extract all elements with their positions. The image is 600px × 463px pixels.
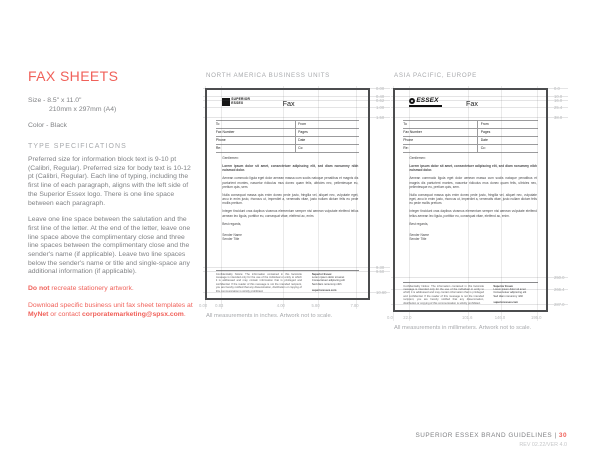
- field-label: Date: [295, 137, 360, 144]
- fax-field-table: [403, 120, 537, 153]
- ap-fax-column: [387, 72, 565, 331]
- footer-disclaimer: Confidentiality Notice: The information contained in this facsimile message is intended only for the use of the individual or entity to which it is addressed and may contain information that is privileged and confidential. If the reader of this message is not the intended recipient, you are hereby notified that any dissemination, distribution or copying of this communication is strictly prohibited.: [215, 272, 302, 293]
- body-paragraph: Nulla consequat massa quis enim donec pede justo, fringilla vel, aliquet nec, vulputate eget, arcu in enim justo, rhoncus ut, imperdiet a, venenatis vitae, justo nullam dictum felis eu pede mollis pretium.: [409, 192, 537, 206]
- body-paragraph: Nulla consequat massa quis enim donec pede justo, fringilla vel, aliquet nec, vulputate eget, arcu in enim justo, rhoncus ut, imperdiet a, venenatis vitae, justo nullam dictum felis eu pede mollis pretium.: [222, 192, 359, 206]
- address-heading: Superior Essex: [311, 272, 332, 276]
- page-title: FAX SHEETS: [28, 68, 119, 84]
- address-line: Lorem ipsum dolor sit amet: [311, 275, 345, 279]
- field-label: Date: [477, 137, 537, 144]
- footer-website: superioressex.com: [311, 288, 337, 292]
- fax-field-row: [216, 137, 359, 145]
- warning-text: [28, 285, 195, 294]
- fax-field-table: [216, 120, 359, 153]
- download-pre: Download specific business unit fax sheet templates at: [28, 301, 193, 309]
- field-label: From: [477, 121, 537, 128]
- ruler-label: 287.0: [554, 302, 565, 308]
- superior-essex-logo-mark-icon: [222, 98, 230, 106]
- address-heading: Superior Essex: [493, 284, 513, 288]
- ruler-label: 1.00: [376, 105, 385, 111]
- field-label: To: [215, 122, 220, 127]
- salutation: Gentlemen:: [222, 156, 239, 160]
- lead-line: Lorem ipsum dolor sit amet, consectetuer adipiscing elit, sed diam nonummy nibh euismod dolor.: [409, 164, 537, 173]
- field-label: Phone: [215, 138, 226, 143]
- ruler-label: 38.0: [554, 114, 563, 120]
- left-panel: [28, 68, 195, 327]
- fax-title-label: Fax: [282, 99, 295, 108]
- footer-disclaimer: Confidentiality Notice: The information contained in this facsimile message is intended only for the use of the individual or entity to which it is addressed and may contain information that is privileged and confidential. If the reader of this message is not the intended recipient, you are hereby notified that any dissemination, distribution or copying of this communication is strictly prohibited.: [403, 284, 484, 305]
- field-label: Fax Number: [215, 130, 235, 135]
- complimentary-close: Best regards,: [409, 221, 429, 226]
- field-label: From: [295, 121, 360, 128]
- field-label: Cc:: [295, 145, 360, 152]
- ruler-label: 0.00: [376, 86, 385, 91]
- field-label: Pages: [477, 129, 537, 136]
- ruler-label: 7.80: [350, 303, 359, 308]
- ruler-label: 0.62: [376, 97, 385, 103]
- fax-field-row: [216, 129, 359, 137]
- body-paragraph: Aenean commodo ligula eget dolor aenean massa cum sociis natoque penatibus et magnis dis parturient montes, nascetur ridiculus mus donec quam felis, ultricies nec, pellentesque eu, pretium quis, sem.: [409, 176, 537, 189]
- ruler-label: 0.00: [199, 303, 208, 308]
- page-number: 30: [558, 432, 567, 439]
- field-label: Re:: [403, 146, 409, 151]
- address-line: Consectetuer adipiscing elit: [311, 279, 345, 283]
- download-end: .: [183, 310, 186, 318]
- fax-field-row: [216, 121, 359, 129]
- address-line: Lorem ipsum dolor sit amet: [493, 287, 526, 291]
- ruler-label: 22.0: [403, 315, 412, 320]
- fax-sheet-ap: [393, 88, 548, 312]
- ruler-label: 25.4: [554, 105, 563, 111]
- field-label: To: [403, 122, 407, 127]
- essex-logo-top: [409, 97, 442, 104]
- fax-field-row: [403, 145, 537, 153]
- field-label: Phone: [403, 138, 414, 143]
- field-label: Pages: [295, 129, 360, 136]
- email-link[interactable]: corporatemarketing@spsx.com: [82, 310, 184, 318]
- type-specifications-heading: TYPE SPECIFICATIONS: [28, 143, 127, 150]
- footer-guidelines-text: SUPERIOR ESSEX BRAND GUIDELINES: [415, 432, 553, 439]
- essex-logo-word: ESSEX: [416, 97, 439, 104]
- page-footer: [416, 432, 567, 448]
- ruler-label: 195.0: [530, 315, 542, 320]
- fax-body-text: [222, 156, 358, 241]
- footer-separator: |: [554, 432, 557, 439]
- download-mid: or contact: [48, 310, 83, 318]
- ruler-label: 9.50: [376, 269, 385, 275]
- fax-sheet-na: [205, 88, 370, 300]
- logo-line: ESSEX: [231, 100, 244, 105]
- salutation: Gentlemen:: [409, 156, 426, 160]
- body-paragraph: Integer tincidunt cras dapibus vivamus elementum semper nisi aenean vulputate eleifend tellus aenean leo ligula, porttitor eu, consequat vitae, eleifend ac, enim.: [409, 209, 537, 218]
- fax-field-row: [216, 145, 359, 153]
- essex-logo-bar: [409, 105, 442, 108]
- ap-measurement-note: All measurements in millimeters. Artwork not to scale.: [394, 325, 532, 331]
- warning-bold: Do not: [28, 285, 50, 293]
- ruler-label: 266.4: [554, 286, 565, 292]
- color-spec: Color - Black: [28, 122, 67, 129]
- size-spec: Size - 8.5" x 11.0": [28, 97, 82, 104]
- ruler-label: 250.0: [554, 274, 565, 280]
- warning-rest: recreate stationery artwork.: [49, 285, 134, 293]
- ruler-label: 16.0: [554, 98, 563, 104]
- fax-field-row: [403, 137, 537, 145]
- essex-logo: [409, 97, 442, 107]
- sender-name: Sender Name: [409, 232, 430, 237]
- footer-title-line: [416, 432, 567, 439]
- superior-essex-logo: [222, 98, 250, 106]
- address-line: Sed diam nonummy nibh: [493, 294, 524, 298]
- revision-text: REV 02.22/VER 4.0: [519, 441, 567, 448]
- body-paragraph: Integer tincidunt cras dapibus vivamus elementum semper nisi aenean vulputate eleifend tellus aenean leo ligula, porttitor eu, consequat vitae, eleifend ac, enim.: [222, 209, 359, 218]
- spec-paragraph: Leave one line space between the salutation and the first line of the letter. At the end of the letter, leave one line space above the complimentary close and three line spaces between the complimentary close and the sender's name (if applicable). Leave two line spaces below the sender's name or title and single-space any additional information (if applicable).: [28, 216, 191, 276]
- footer-address-block: [493, 285, 537, 305]
- download-text: [28, 302, 195, 319]
- ruler-label: 10.0: [554, 93, 563, 99]
- na-section-heading: NORTH AMERICA BUSINESS UNITS: [206, 72, 331, 79]
- ruler-label: 9.30: [376, 265, 385, 271]
- field-label: Fax Number: [403, 130, 422, 135]
- sender-title: Sender Title: [222, 237, 240, 242]
- mynet-link[interactable]: MyNet: [28, 310, 49, 318]
- ruler-label: 0.40: [376, 93, 385, 99]
- field-label: Cc:: [477, 145, 537, 152]
- fax-field-row: [403, 121, 537, 129]
- address-line: Consectetuer adipiscing elit: [493, 291, 527, 295]
- essex-logo-roundel-icon: [409, 98, 415, 104]
- ruler-label: 0.83: [215, 303, 224, 308]
- ruler-label: 5.80: [311, 303, 320, 308]
- ruler-label: 4.00: [276, 303, 285, 308]
- ruler-label: 1.50: [376, 114, 385, 120]
- ruler-label: 101.6: [462, 315, 473, 320]
- superior-essex-logo-text: [231, 98, 250, 105]
- fax-body-text: [409, 156, 537, 241]
- ruler-label: 0.0: [554, 86, 560, 91]
- fax-footer: [403, 282, 537, 305]
- size-spec-metric: 210mm x 297mm (A4): [49, 106, 117, 113]
- body-paragraph: Aenean commodo ligula eget dolor aenean massa cum sociis natoque penatibus et magnis dis parturient montes, nascetur ridiculus mus donec quam felis, ultricies nec, pellentesque eu, pretium quis, sem.: [222, 176, 359, 189]
- fax-field-row: [403, 129, 537, 137]
- spec-paragraph: Preferred size for information block text is 9-10 pt (Calibri, Regular). Preferred size for body text is 10-12 pt (Calibri, Regular). Each line of typing, including the first line of each paragraph, aligns with the left side of the Superior Essex logo. There is one line space between each paragraph.: [28, 156, 191, 207]
- ap-section-heading: ASIA PACIFIC, EUROPE: [394, 72, 477, 79]
- address-line: Sed diam nonummy nibh: [311, 282, 342, 286]
- ruler-label: 0.0: [387, 315, 393, 320]
- ruler-label: 10.60: [376, 290, 387, 296]
- fax-footer: [216, 270, 359, 293]
- sender-title: Sender Title: [409, 237, 427, 242]
- complimentary-close: Best regards,: [222, 221, 242, 226]
- footer-website: superioressex.com: [493, 300, 518, 304]
- ruler-label: 146.0: [494, 315, 506, 320]
- lead-line: Lorem ipsum dolor sit amet, consectetuer adipiscing elit, sed diam nonummy nibh euismod dolor.: [222, 164, 359, 173]
- footer-address-block: [312, 273, 359, 293]
- sender-name: Sender Name: [222, 232, 242, 237]
- na-measurement-note: All measurements in inches. Artwork not to scale.: [206, 313, 333, 319]
- logo-line: SUPERIOR: [231, 97, 251, 102]
- fax-title-label: Fax: [465, 99, 478, 108]
- na-fax-column: [199, 72, 387, 319]
- field-label: Re:: [215, 146, 222, 151]
